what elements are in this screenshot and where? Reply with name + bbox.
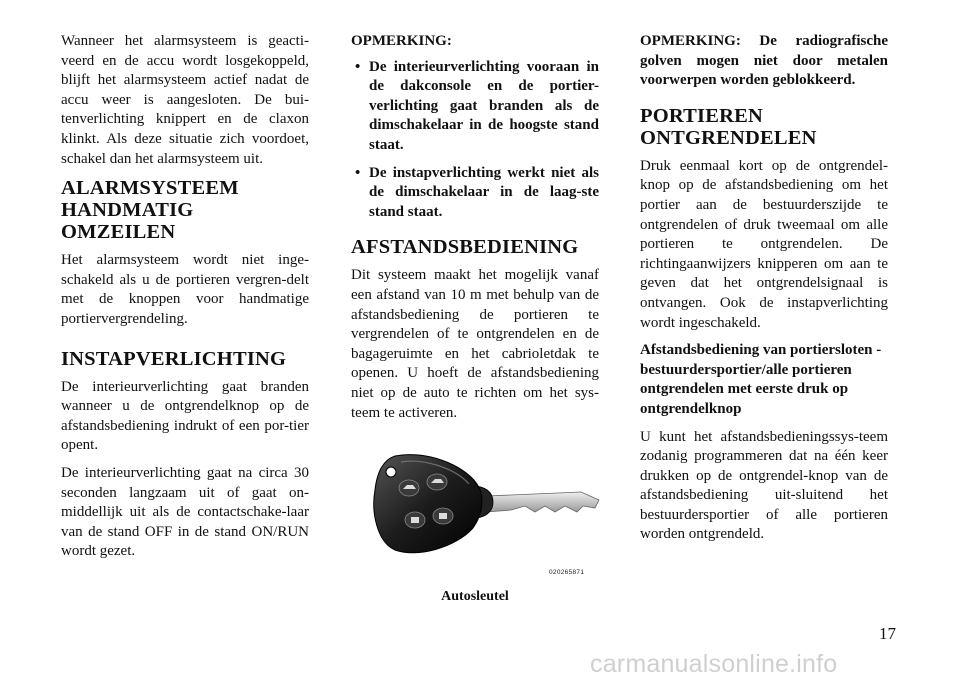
column-right xyxy=(640,32,888,553)
heading-portieren-ontgrendelen xyxy=(640,105,888,149)
heading-alarm-manual-override xyxy=(61,177,309,243)
paragraph-remote-program: U kunt het afstandsbedieningssys-teem zodanig programmeren dat na één keer drukken op de ontgrendel-knop van de afstandsbediening uit-sluitend het bestuurdersportier of alle portieren worden ontgrendeld. xyxy=(640,428,888,543)
column-middle xyxy=(351,32,599,431)
column-left xyxy=(61,32,309,570)
figure-code: 020265871 xyxy=(549,569,585,576)
heading-line: ALARMSYSTEEM xyxy=(61,177,239,200)
heading-line: PORTIEREN xyxy=(640,104,763,127)
paragraph-alarm-battery: Wanneer het alarmsysteem is geacti-veerd en de accu wordt losgekoppeld, blijft het alarmsysteem actief nadat de accu weer is aangesloten. De bui-tenverlichting knippert en de claxon klinkt. Als deze situatie zich voordoet, schakel dan het alarmsysteem uit. xyxy=(61,33,309,167)
heading-afstandsbediening: AFSTANDSBEDIENING xyxy=(351,236,579,259)
subheading-remote-unlock: Afstandsbediening van portiersloten - bestuurdersportier/alle portieren ontgrendelen met eerste druk op ontgrendelknop xyxy=(640,342,882,417)
heading-line: HANDMATIG OMZEILEN xyxy=(61,199,194,244)
note-bullet: • De interieurverlichting vooraan in de dakconsole en de portier-verlichting gaat branden als de dimschakelaar in de hoogste stand staat. xyxy=(351,58,599,156)
paragraph-remote: Dit systeem maakt het mogelijk vanaf een afstand van 10 m met behulp van de afstandsbediening de portieren te vergrendelen of te ontgrendelen en de bagageruimte en het cabrioletdak te openen. U hoeft de afstandsbediening niet op de auto te richten om het sys-teem te activeren. xyxy=(351,267,599,421)
heading-line: ONTGRENDELEN xyxy=(640,126,817,149)
note-radio-waves: OPMERKING: De radiografische golven mogen niet door metalen voorwerpen worden geblokkeerd. xyxy=(640,33,888,89)
figure-car-key xyxy=(351,442,613,587)
note-title: OPMERKING: xyxy=(351,33,452,49)
note-bullet: • De instapverlichting werkt niet als de dimschakelaar in de laag-ste stand staat. xyxy=(351,164,599,223)
page-number: 17 xyxy=(879,624,896,643)
paragraph-unlock: Druk eenmaal kort op de ontgrendel-knop op de afstandsbediening om het portier aan de bestuurderszijde te ontgrendelen of druk tweemaal om alle portieren te ontgrendelen. De richtingaanwijzers knipperen om aan te geven dat het ontgrendelsignaal is ontvangen. Ook de instapverlichting wordt ingeschakeld. xyxy=(640,157,888,331)
heading-instapverlichting: INSTAPVERLICHTING xyxy=(61,347,287,370)
paragraph-interior-light-1: De interieurverlichting gaat branden wanneer u de ontgrendelknop op de afstandsbediening indrukt of een por-tier opent. xyxy=(61,378,309,454)
figure-caption: Autosleutel xyxy=(441,589,509,604)
note-bullets xyxy=(351,58,599,223)
car-key-illustration xyxy=(351,442,613,572)
paragraph-alarm-manual: Het alarmsysteem wordt niet inge-schakeld als u de portieren vergren-delt met de knoppen voor handmatige portiervergrendeling. xyxy=(61,252,309,327)
watermark: carmanualsonline.info xyxy=(590,650,838,678)
paragraph-interior-light-2: De interieurverlichting gaat na circa 30 seconden langzaam uit of gaat on-middellijk uit als de contactschake-laar van de stand OFF in de stand ON/RUN wordt gezet. xyxy=(61,464,309,560)
